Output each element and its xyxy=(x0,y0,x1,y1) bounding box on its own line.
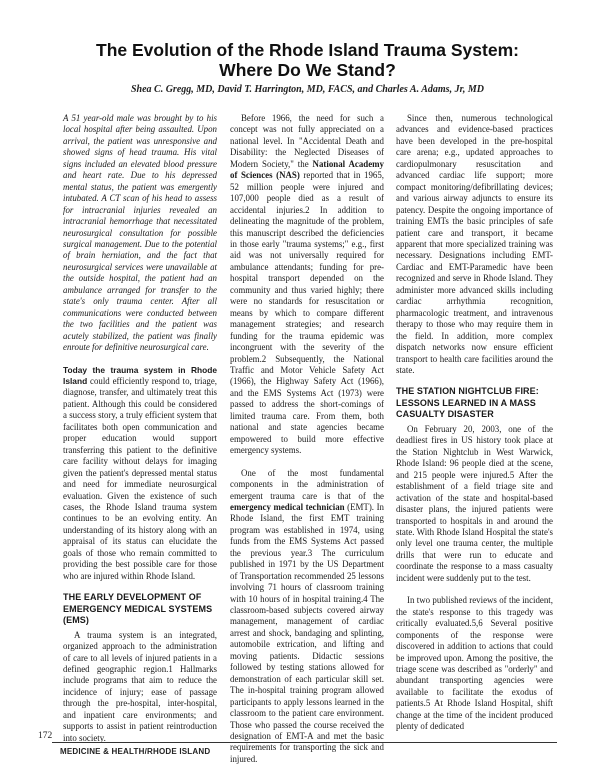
column-2 xyxy=(230,113,384,765)
intro-lead-in: Today the trauma system in Rhode Island xyxy=(63,364,217,386)
paragraph-reviews: In two published reviews of the incident, the state's response to this tragedy was critically evaluated.5,6 Several positive components of the response were discovered in addition to actions that could be improved upon. Among the positive, the triage scene was described as "orderly" and abundant transporting agencies were available to facilitate the exodus of patients.5 At Rhode Island Hospital, shift change at the time of the incident produced plenty of dedicated xyxy=(396,595,553,732)
paragraph-emt xyxy=(230,468,384,766)
article-title-line-2: Where Do We Stand? xyxy=(219,60,396,80)
intro-paragraph xyxy=(63,365,217,583)
column-3 xyxy=(396,113,553,733)
journal-name: MEDICINE & HEALTH/RHODE ISLAND xyxy=(60,747,211,756)
section-heading-station-fire: THE STATION NIGHTCLUB FIRE: LESSONS LEARNED IN A MASS CASUALTY DISASTER xyxy=(396,386,539,420)
page-number: 172 xyxy=(38,731,53,741)
emt-text-a: One of the most fundamental components in the administration of emergent trauma care is that of the xyxy=(230,467,384,501)
article-title xyxy=(60,40,555,80)
paragraph-nas-report xyxy=(230,113,384,457)
footer-rule xyxy=(52,742,557,743)
paragraph-advances: Since then, numerous technological advances and evidence-based practices have been developed in the pre-hospital care arena; e.g., updated approaches to cardiopulmonary resuscitation and advanced cardiac life support; more compact monitoring/defibrillating devices; and various airway adjuncts to ensure its patency. Despite the ongoing importance of training EMTs the basic principles of safe patient care and transport, it became apparent that more specialized training was necessary. Designations including EMT-Cardiac and EMT-Paramedic have been recognized and serve in Rhode Island. They administer more advanced skills including cardiac arrhythmia recognition, pharmacologic treatment, and intravenous therapy to those who may require them in the field. In addition, more complex dispatch networks now ensure efficient transport to health care facilities around the state. xyxy=(396,113,553,375)
column-1 xyxy=(63,113,217,744)
emt-text-b: (EMT). In Rhode Island, the first EMT training program was established in 1974, using funds from the EMS Systems Act passed the previous year.3 The curriculum published in 1971 by the US Department of Transportation recommended 25 lessons involving 71 hours of classroom training with 10 hours of in hospital training.4 The classroom-based subjects covered airway management, management of cardiac arrest and shock, bandaging and splinting, automobile extrication, and lifting and moving patients. Didactic sessions followed by testing stations allowed for demonstration of each particular skill set. The in-hospital training program allowed participants to apply lessons learned in the classroom to the patient care environment. Those who passed the course received the designation of EMT-A and met the basic requirements for transporting the sick and injured. xyxy=(230,501,384,764)
case-abstract: A 51 year-old male was brought by to his local hospital after being assaulted. Upon arrival, the patient was unresponsive and showed signs of head trauma. His vital signs included an elevated blood pressure and heart rate. Due to his depressed mental status, the patient was emergently intubated. A CT scan of his head to assess for intracranial injuries revealed an intracranial hemorrhage that necessitated neurosurgical consultation for possible surgical management. Due to the potential of brain herniation, and the fact that neurosurgical services were unavailable at the outside hospital, the patient had an ambulance arranged for transfer to the state's only trauma center. After all communications were conducted between the two facilities and the patient was acutely stabilized, the patient was finally enroute for definitive neurosurgical care. xyxy=(63,113,217,353)
emt-bold-term: emergency medical technician xyxy=(230,501,345,512)
intro-body: could efficiently respond to, triage, diagnose, transfer, and ultimately treat this patient. Although this could be considered a success story, a truly efficient system that facilitates both open communication and proper education would support transferring this patient to the definitive care facility without delays for imaging given the patient's depressed mental status and need for immediate neurosurgical evaluation. Given the existence of such cases, the Rhode Island trauma system continues to be an evolving entity. An understanding of its history along with an appraisal of its status can elucidate the goals of those who remain committed to providing the best possible care for those who are injured within Rhode Island. xyxy=(63,375,217,581)
nas-bold-term: National Academy of Sciences (NAS) xyxy=(230,158,384,181)
article-title-line-1: The Evolution of the Rhode Island Trauma System: xyxy=(96,40,519,60)
nas-text-a: Before 1966, the need for such a concept was not fully appreciated on a national level. In "Accidental Death and Disability: the Neglected Diseases of Modern Society," the xyxy=(230,113,384,169)
section-heading-early-ems: THE EARLY DEVELOPMENT OF EMERGENCY MEDICAL SYSTEMS (EMS) xyxy=(63,592,213,626)
paragraph-trauma-system: A trauma system is an integrated, organized approach to the administration of care to all levels of injured patients in a defined geographic region.1 Hallmarks include programs that aim to reduce the incidence of injury; ease of passage through the pre-hospital, inter-hospital, and inpatient care environments; and supports to assist in patient reintroduction into society. xyxy=(63,629,217,743)
nas-text-b: reported that in 1965, 52 million people were injured and 107,000 people died as a result of accidental injuries.2 In addition to delineating the magnitude of the problem, this manuscript described the deficiencies in those early "trauma systems;" e.g., first aid was not universally required for ambulance attendants; funding for pre-hospital transport depended on the community and thus varied highly; there were no standards for resuscitation or means by which to compare different management strategies; and research funding for the trauma epidemic was incongruent with the severity of the problem.2 Subsequently, the National Traffic and Motor Vehicle Safety Act (1966), the Highway Safety Act (1966), and the EMS Systems Act (1973) were passed to address the short-comings of limited trauma care. From them, both national and state agencies became empowered to build more effective emergency systems. xyxy=(230,170,385,456)
author-line: Shea C. Gregg, MD, David T. Harrington, MD, FACS, and Charles A. Adams, Jr, MD xyxy=(130,84,485,95)
paragraph-station-fire: On February 20, 2003, one of the deadliest fires in US history took place at the Station Nightclub in West Warwick, Rhode Island: 96 people died at the scene, and 215 people were injured.5 After the establishment of a field triage site and activation of the state and hospital-based disaster plans, the injured patients were transported to hospitals in and around the state. With Rhode Island Hospital the state's only level one trauma center, the multiple drills that were run to educate and coordinate the response to a mass casualty incident were suddenly put to the test. xyxy=(396,423,553,583)
